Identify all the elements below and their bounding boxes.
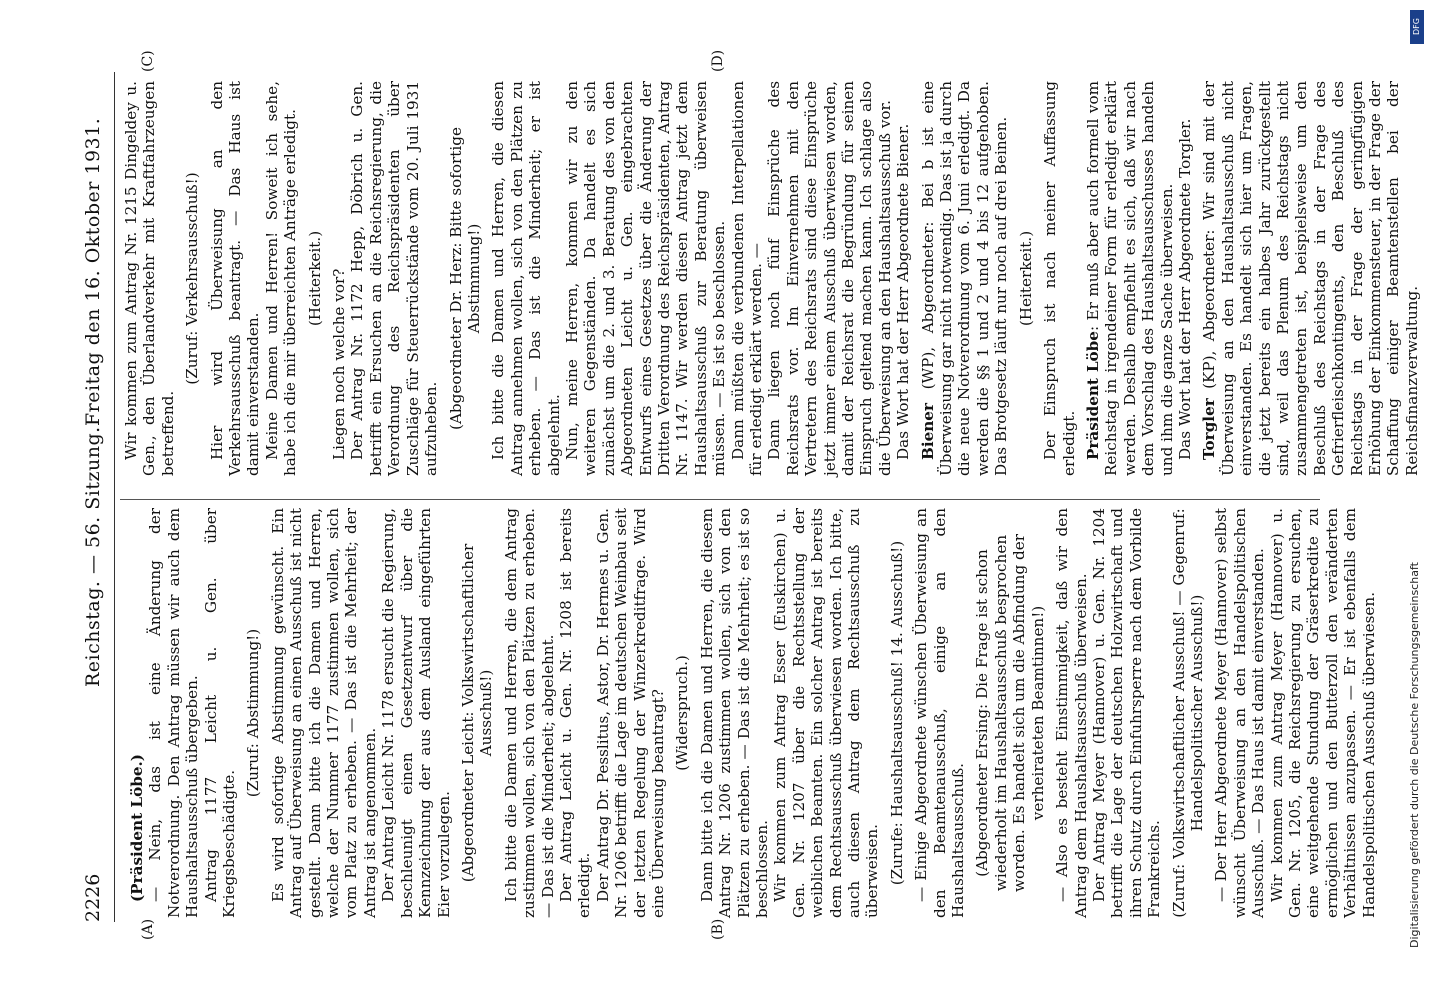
paragraph: Wir kommen zum Antrag Nr. 1215 Dingeldey u. Gen., den Überlandverkehr mit Kraftfahrzeugen betreffend. xyxy=(122,81,177,476)
interjection: (Heiterkeit.) xyxy=(305,230,324,327)
paragraph: Es wird sofortige Abstimmung gewünscht. Ein Antrag auf Überweisung an einen Ausschuß ist nicht gestellt. Dann bitte ich die Damen und Herren, welche der Nummer 1177 zustimmen wollen, sich vom Platz zu erheben. — Das ist die Mehrheit; der Antrag ist angenommen. xyxy=(268,508,379,918)
paragraph: Das Wort hat der Herr Abgeordnete Torgler. xyxy=(1175,118,1194,460)
interjection: (Heiterkeit.) xyxy=(1016,230,1035,327)
paragraph: Wir kommen zum Antrag Meyer (Hannover) u. Gen. Nr. 1205, die Reichsregierung zu ersuchen, eine weitgehende Stundung der Gräserkredite zu ermöglichen und den Butterzoll den veränderten Verhältnissen anzupassen. — Er ist ebenfalls dem Handelspolitischen Ausschuß überwiesen. xyxy=(1267,508,1378,918)
right-column xyxy=(122,81,1421,476)
speaker-paragraph xyxy=(128,508,146,918)
paragraph: — Der Herr Abgeordnete Meyer (Hannover) selbst wünscht Überweisung an den Handelspolitischen Ausschuß. — Das Haus ist damit einverstanden. xyxy=(1212,508,1268,918)
page-header xyxy=(82,72,112,922)
paragraph: Dann liegen noch fünf Einsprüche des Reichsrats vor. Im Einvernehmen mit den Vertretern des Reichsrats sind diese Einsprüche jetzt immer einem Ausschuß überwiesen worden, damit der Reichsrat die Begründung für seinen Einspruch geltend machen kann. Ich schlage also die Überweisung an den Haushaltsausschuß vor. xyxy=(765,81,894,476)
paragraph: Hier wird Überweisung an den Verkehrsausschuß beantragt. — Das Haus ist damit einverstanden. xyxy=(207,81,263,476)
digitization-credit: Digitalisierung gefördert durch die Deutsche Forschungsgemeinschaft xyxy=(1408,562,1421,948)
paragraph: — Nein, das ist eine Änderung der Notverordnung. Den Antrag müssen wir auch dem Haushaltsausschuß übergeben. xyxy=(146,508,202,918)
paragraph: Der Antrag Meyer (Hannover) u. Gen. Nr. 1204 betrifft die Lage der deutschen Holzwirtschaft und ihren Schutz durch Einfuhrsperre nach dem Vorbilde Frankreichs. xyxy=(1089,508,1164,918)
paragraph: Antrag 1177 Leicht u. Gen. über Kriegsbeschädigte. xyxy=(201,508,239,918)
margin-mark-a: (A) xyxy=(140,918,156,940)
interjection: (Zuruf: Volkswirtschaftlicher Ausschuß! — Gegenruf: Handelspolitischer Ausschuß!) xyxy=(1169,508,1206,918)
paragraph: Der Antrag Nr. 1172 Hepp, Döbrich u. Gen. betrifft ein Ersuchen an die Reichsregierung, die Verordnung des Reichspräsidenten über Zuschläge für Steuerrückstände vom 20. Juli 1931 aufzuheben. xyxy=(348,81,441,476)
interjection: (Widerspruch.) xyxy=(673,655,692,771)
session-title: Reichstag. — 56. Sitzung. xyxy=(82,426,104,687)
page-number: 2226 xyxy=(82,873,104,922)
paragraph: Der Antrag Leicht Nr. 1178 ersucht die Regierung, beschleunigt einen Gesetzentwurf über die Kennzeichnung der aus dem Ausland eingeführten Eier vorzulegen. xyxy=(379,508,453,918)
paragraph: Das Wort hat der Herr Abgeordnete Biener. xyxy=(894,123,913,460)
interjection: (Abgeordneter Leicht: Volkswirtschaftlicher Ausschuß!) xyxy=(458,543,496,883)
interjection: (Zurufe: Haushaltsausschuß! 14. Ausschuß!) xyxy=(887,540,906,886)
paragraph: Ich bitte die Damen und Herren, die diesen Antrag annehmen wollen, sich von den Plätzen zu erheben. — Das ist die Minderheit; er ist abgelehnt. xyxy=(489,81,563,476)
interjection: (Zuruf: Verkehrsausschuß!) xyxy=(183,172,202,385)
paragraph: Nun, meine Herren, kommen wir zu den weiteren Gegenständen. Da handelt es sich zunächst um die 2. und 3. Beratung des von den Abgeordneten Leicht u. Gen. eingebrachten Entwurfs eines Gesetzes über die Änderung der Dritten Verordnung des Reichspräsidenten, Antrag Nr. 1147. Wir werden diesen Antrag jetzt dem Haushaltsausschuß zur Beratung überweisen müssen. — Es ist so beschlossen. xyxy=(562,81,729,476)
speaker-name: Biener xyxy=(918,403,937,460)
session-date: Freitag den 16. Oktober 1931. xyxy=(82,117,104,426)
interjection: (Abgeordneter Dr. Herz: Bitte sofortige Abstimmung!) xyxy=(446,127,483,430)
header-rule xyxy=(114,72,115,922)
margin-mark-c: (C) xyxy=(140,50,156,72)
paragraph: Der Antrag Dr. Pesslitus, Astor, Dr. Hermes u. Gen. Nr. 1206 betrifft die Lage im deutschen Weinbau seit der letzten Regelung der Winzerkreditfrage. Wird eine Überweisung beantragt? xyxy=(593,508,667,918)
interjection: (Abgeordneter Ersing: Die Frage ist schon wiederholt im Haushaltsausschuß besprochen worden. Es handelt sich um die Abfindung der verheirateten Beamtinnen!) xyxy=(973,534,1047,892)
margin-mark-d: (D) xyxy=(710,49,726,72)
interjection: (Zuruf: Abstimmung!) xyxy=(244,628,263,798)
paragraph: Ich bitte die Damen und Herren, die dem Antrag zustimmen wollen, sich von den Plätzen zu erheben. — Das ist die Minderheit; abgelehnt. xyxy=(501,508,557,918)
speaker-name: Präsident Löbe xyxy=(1083,331,1102,460)
speaker-name: Torgler xyxy=(1200,398,1219,460)
left-column xyxy=(122,508,1378,918)
speaker-name: (Präsident Löbe.) xyxy=(128,754,146,902)
column-divider xyxy=(120,499,1320,500)
speaker-paragraph: Präsident Löbe: Er muß aber auch formell vom Reichstag in irgendeiner Form für erledigt erklärt werden. Deshalb empfiehlt es sich, daß wir nach dem Vorschlag des Haushaltsausschusses handeln und ihm die ganze Sache überweisen. xyxy=(1083,81,1176,476)
paragraph: Liegen noch welche vor? xyxy=(330,268,349,460)
dfg-logo: DFG xyxy=(1410,10,1424,44)
margin-mark-b: (B) xyxy=(710,918,726,940)
speaker-paragraph: Biener (WP), Abgeordneter: Bei b ist eine Überweisung gar nicht notwendig. Das ist ja durch die neue Notverordnung vom 6. Juni erledigt. Da werden die §§ 1 und 2 und 4 bis 12 aufgehoben. Das Brotgesetz läuft nur noch auf drei Beinen. xyxy=(918,81,1011,476)
paragraph: Der Antrag Leicht u. Gen. Nr. 1208 ist bereits erledigt. xyxy=(556,508,594,918)
paragraph: — Also es besteht Einstimmigkeit, daß wir den Antrag dem Haushaltsausschuß überweisen. xyxy=(1053,508,1090,918)
paragraph: Dann müßten die verbundenen Interpellationen für erledigt erklärt werden. — xyxy=(728,81,765,476)
digitization-sidebar xyxy=(1404,0,1434,1000)
paragraph: Der Einspruch ist nach meiner Auffassung erledigt. xyxy=(1041,81,1078,476)
paragraph: Meine Damen und Herren! Soweit ich sehe, habe ich die mir überreichten Anträge erledigt. xyxy=(262,81,300,476)
paragraph: — Einige Abgeordnete wünschen Überweisung an den Beamtenausschuß, einige an den Haushaltsausschuß. xyxy=(912,508,968,918)
speaker-paragraph: Torgler (KP), Abgeordneter: Wir sind mit der Überweisung an den Haushaltsausschuß nicht einverstanden. Es handelt sich hier um Fragen, die jetzt bereits ein halbes Jahr zurückgestellt sind, weil das Plenum des Reichstags nicht zusammengetreten ist, beispielsweise um den Beschluß des Reichstags in der Frage des Gefrierfleischkontingents, den Beschluß des Reichstags in der Frage der geringfügigen Erhöhung der Einkommensteuer, in der Frage der Schaffung einiger Beamtenstellen bei der Reichsfinanzverwaltung. xyxy=(1200,81,1421,476)
paragraph: Dann bitte ich die Damen und Herren, die diesem Antrag Nr. 1206 zustimmen wollen, sich von den Plätzen zu erheben. — Das ist die Mehrheit; es ist so beschlossen. xyxy=(697,508,771,918)
paragraph: Wir kommen zum Antrag Esser (Euskirchen) u. Gen. Nr. 1207 über die Rechtsstellung der weiblichen Beamten. Ein solcher Antrag ist bereits dem Rechtsausschuß überwiesen worden. Ich bitte, auch diesen Antrag dem Rechtsausschuß zu überweisen. xyxy=(771,508,882,918)
